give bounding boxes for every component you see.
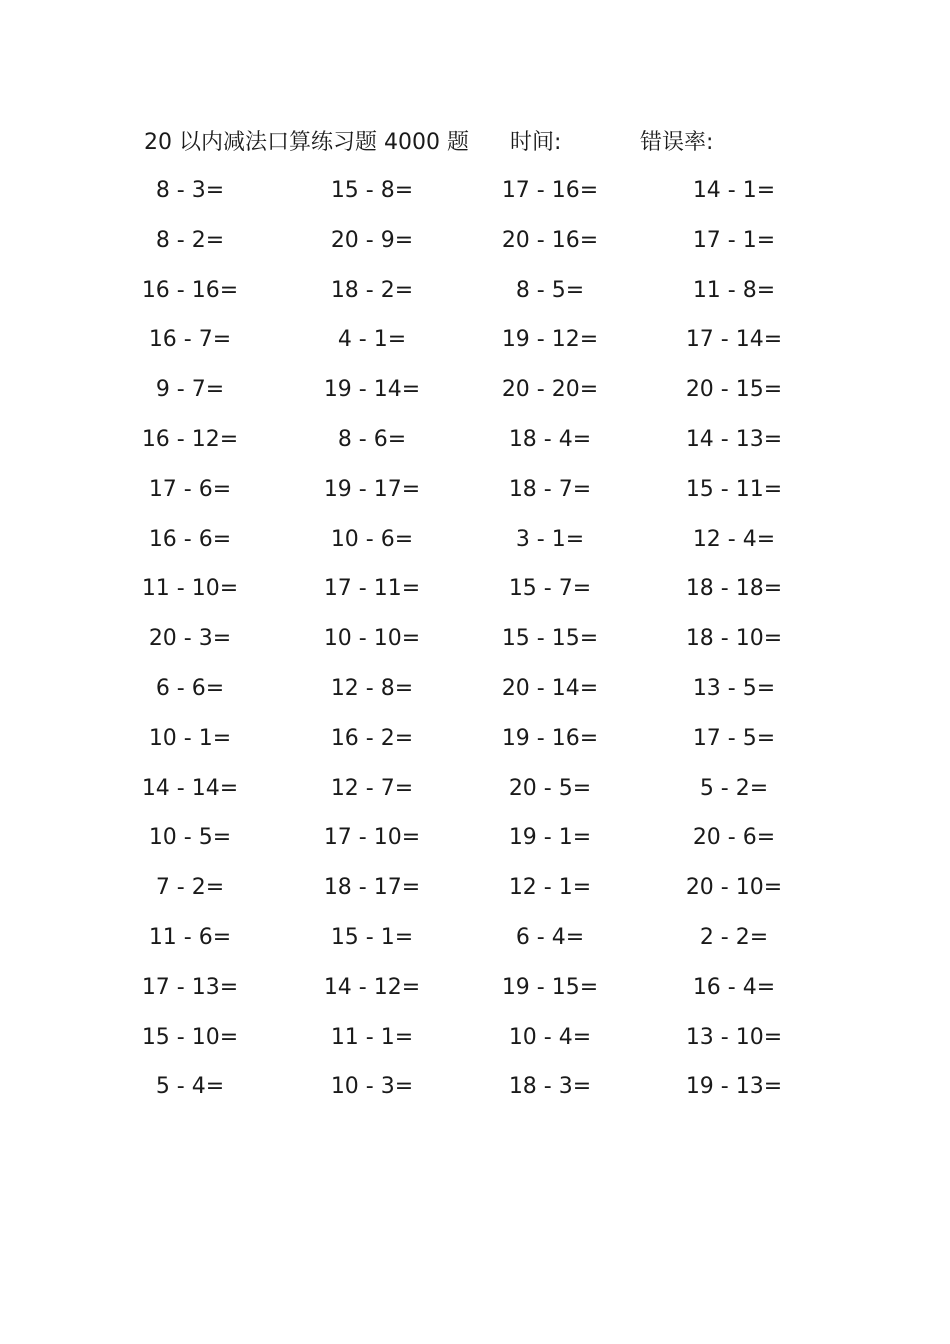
- subtraction-problem: 16 - 2=: [330, 726, 414, 751]
- error-rate-label: 错误率:: [640, 130, 714, 155]
- subtraction-problem: 17 - 6=: [148, 477, 232, 502]
- subtraction-problem: 18 - 17=: [323, 875, 421, 900]
- subtraction-problem: 19 - 14=: [323, 377, 421, 402]
- subtraction-problem: 9 - 7=: [155, 377, 225, 402]
- subtraction-problem: 16 - 16=: [141, 278, 239, 303]
- subtraction-problem: 19 - 15=: [501, 975, 599, 1000]
- subtraction-problem: 18 - 2=: [330, 278, 414, 303]
- subtraction-problem: 7 - 2=: [155, 875, 225, 900]
- subtraction-problem: 6 - 4=: [515, 925, 585, 950]
- subtraction-problem: 8 - 3=: [155, 178, 225, 203]
- subtraction-problem: 2 - 2=: [699, 925, 769, 950]
- time-label: 时间:: [510, 130, 562, 155]
- subtraction-problem: 15 - 15=: [501, 626, 599, 651]
- subtraction-problem: 8 - 2=: [155, 228, 225, 253]
- subtraction-problem: 17 - 16=: [501, 178, 599, 203]
- subtraction-problem: 17 - 10=: [323, 825, 421, 850]
- subtraction-problem: 11 - 6=: [148, 925, 232, 950]
- subtraction-problem: 11 - 1=: [330, 1025, 414, 1050]
- subtraction-problem: 13 - 5=: [692, 676, 776, 701]
- subtraction-problem: 3 - 1=: [515, 527, 585, 552]
- subtraction-problem: 13 - 10=: [685, 1025, 783, 1050]
- subtraction-problem: 10 - 5=: [148, 825, 232, 850]
- subtraction-problem: 12 - 8=: [330, 676, 414, 701]
- subtraction-problem: 17 - 1=: [692, 228, 776, 253]
- subtraction-problem: 19 - 1=: [508, 825, 592, 850]
- subtraction-problem: 15 - 11=: [685, 477, 783, 502]
- subtraction-problem: 20 - 20=: [501, 377, 599, 402]
- subtraction-problem: 16 - 7=: [148, 327, 232, 352]
- subtraction-problem: 6 - 6=: [155, 676, 225, 701]
- subtraction-problem: 14 - 1=: [692, 178, 776, 203]
- worksheet-header: [144, 126, 824, 160]
- subtraction-problem: 20 - 14=: [501, 676, 599, 701]
- subtraction-problem: 10 - 10=: [323, 626, 421, 651]
- subtraction-problem: 8 - 6=: [337, 427, 407, 452]
- subtraction-problem: 18 - 10=: [685, 626, 783, 651]
- subtraction-problem: 18 - 4=: [508, 427, 592, 452]
- subtraction-problem: 10 - 4=: [508, 1025, 592, 1050]
- subtraction-problem: 10 - 1=: [148, 726, 232, 751]
- subtraction-problem: 20 - 3=: [148, 626, 232, 651]
- subtraction-problem: 11 - 8=: [692, 278, 776, 303]
- subtraction-problem: 15 - 10=: [141, 1025, 239, 1050]
- subtraction-problem: 17 - 13=: [141, 975, 239, 1000]
- subtraction-problem: 12 - 4=: [692, 527, 776, 552]
- subtraction-problem: 19 - 12=: [501, 327, 599, 352]
- subtraction-problem: 18 - 18=: [685, 576, 783, 601]
- subtraction-problem: 5 - 2=: [699, 776, 769, 801]
- subtraction-problem: 19 - 17=: [323, 477, 421, 502]
- worksheet-title: 20 以内减法口算练习题 4000 题: [144, 130, 469, 155]
- subtraction-problem: 19 - 16=: [501, 726, 599, 751]
- subtraction-problem: 4 - 1=: [337, 327, 407, 352]
- subtraction-problem: 16 - 12=: [141, 427, 239, 452]
- subtraction-problem: 16 - 6=: [148, 527, 232, 552]
- subtraction-problem: 11 - 10=: [141, 576, 239, 601]
- subtraction-problem: 14 - 12=: [323, 975, 421, 1000]
- subtraction-problem: 20 - 6=: [692, 825, 776, 850]
- subtraction-problem: 15 - 8=: [330, 178, 414, 203]
- subtraction-problem: 19 - 13=: [685, 1074, 783, 1099]
- subtraction-problem: 20 - 5=: [508, 776, 592, 801]
- subtraction-problem: 5 - 4=: [155, 1074, 225, 1099]
- subtraction-problem: 18 - 3=: [508, 1074, 592, 1099]
- subtraction-problem: 15 - 1=: [330, 925, 414, 950]
- subtraction-problem: 20 - 16=: [501, 228, 599, 253]
- subtraction-problem: 18 - 7=: [508, 477, 592, 502]
- subtraction-problem: 20 - 15=: [685, 377, 783, 402]
- subtraction-problem: 12 - 1=: [508, 875, 592, 900]
- subtraction-problem: 12 - 7=: [330, 776, 414, 801]
- subtraction-problem: 17 - 11=: [323, 576, 421, 601]
- subtraction-problem: 17 - 5=: [692, 726, 776, 751]
- subtraction-problem: 20 - 9=: [330, 228, 414, 253]
- subtraction-problem: 8 - 5=: [515, 278, 585, 303]
- subtraction-problem: 10 - 6=: [330, 527, 414, 552]
- subtraction-problem: 16 - 4=: [692, 975, 776, 1000]
- subtraction-problem: 14 - 13=: [685, 427, 783, 452]
- subtraction-problem: 17 - 14=: [685, 327, 783, 352]
- subtraction-problem: 14 - 14=: [141, 776, 239, 801]
- subtraction-problem: 10 - 3=: [330, 1074, 414, 1099]
- subtraction-problem: 15 - 7=: [508, 576, 592, 601]
- subtraction-problem: 20 - 10=: [685, 875, 783, 900]
